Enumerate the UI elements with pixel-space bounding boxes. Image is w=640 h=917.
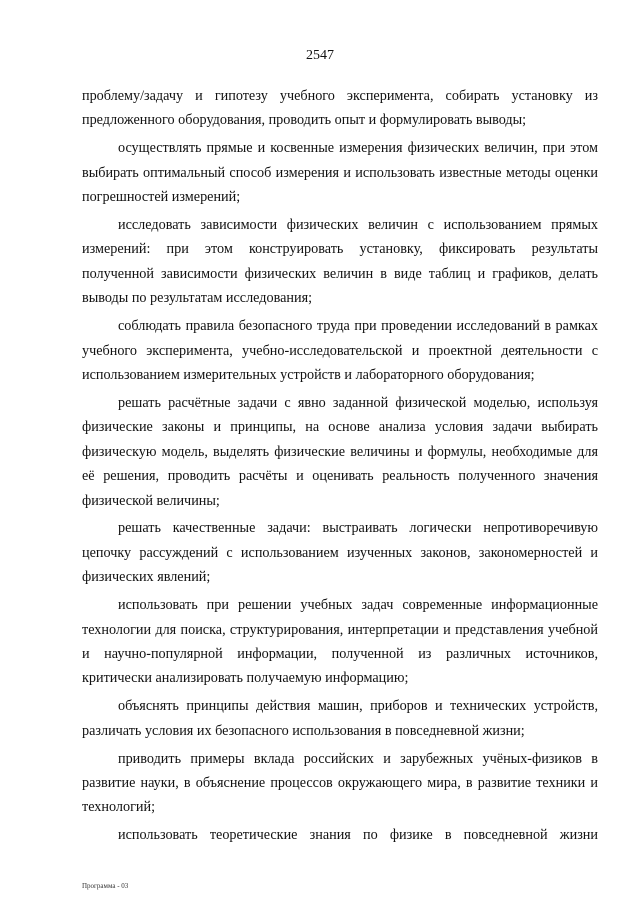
paragraph-measurements: осуществлять прямые и косвенные измерения физических величин, при этом выбирать оптимальный способ измерения и использовать известные методы оценки погрешностей измерений; (82, 140, 598, 206)
page-number: 2547 (306, 48, 334, 63)
paragraph-machines-devices: объяснять принципы действия машин, приборов и технических устройств, различать условия их безопасного использования в повседневной жизни; (82, 698, 598, 739)
paragraph-dependencies: исследовать зависимости физических величин с использованием прямых измерений: при этом конструировать установку, фиксировать результаты полученной зависимости физических величин в виде таблиц и графиков, делать выводы по результатам исследования; (82, 217, 598, 307)
paragraph-scientists-examples: приводить примеры вклада российских и зарубежных учёных-физиков в развитие науки, в объяснение процессов окружающего мира, в развитие техники и технологий; (82, 750, 598, 816)
paragraph-experiment-continuation: проблему/задачу и гипотезу учебного эксперимента, собирать установку из предложенного оборудования, проводить опыт и формулировать выводы; (82, 88, 598, 129)
document-body (82, 84, 598, 851)
paragraph-qualitative-tasks: решать качественные задачи: выстраивать логически непротиворечивую цепочку рассуждений с использованием изученных законов, закономерностей и физических явлений; (82, 520, 598, 586)
footer-program-label: Программа - 03 (82, 882, 129, 890)
paragraph-safety-rules: соблюдать правила безопасного труда при проведении исследований в рамках учебного эксперимента, учебно-исследовательской и проектной деятельности с использованием измерительных устройств и лабораторного оборудования; (82, 318, 598, 383)
paragraph-information-technologies: использовать при решении учебных задач современные информационные технологии для поиска, структурирования, интерпретации и представления учебной и научно-популярной информации, полученной из различных источников, критически анализировать получаемую информацию; (82, 597, 598, 687)
paragraph-calculation-tasks: решать расчётные задачи с явно заданной физической моделью, используя физические законы и принципы, на основе анализа условия задачи выбирать физическую модель, выделять физические величины и формулы, необходимые для её решения, проводить расчёты и оценивать реальность полученного значения физической величины; (82, 394, 598, 509)
paragraph-everyday-knowledge: использовать теоретические знания по физике в повседневной жизни (118, 827, 598, 844)
